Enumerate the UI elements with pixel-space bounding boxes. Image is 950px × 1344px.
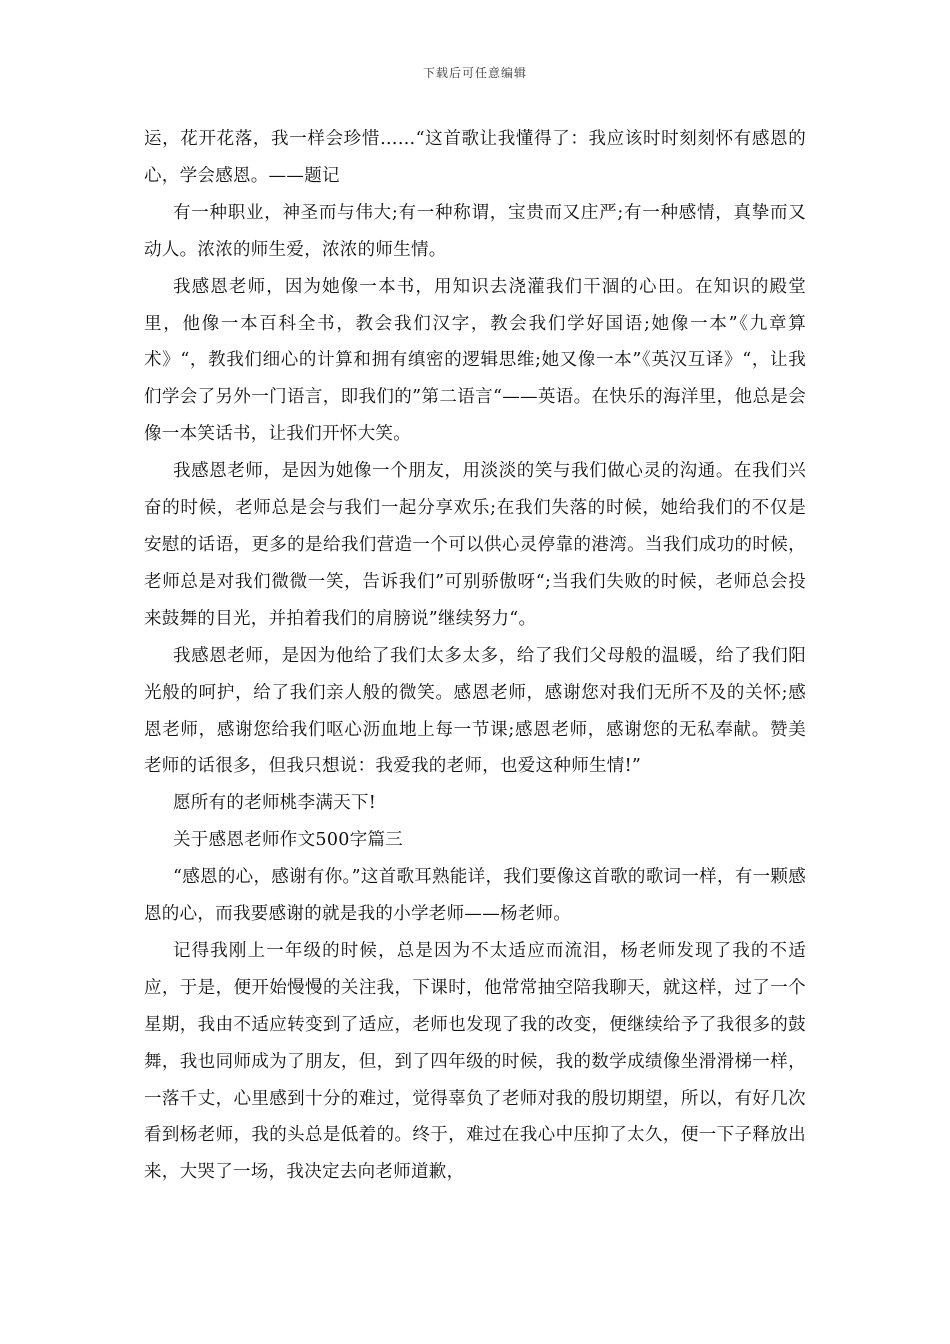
paragraph: 我感恩老师，因为她像一本书，用知识去浇灌我们干涸的心田。在知识的殿堂里，他像一本百科全书，教会我们汉字，教会我们学好国语;她像一本”《九章算术》“，教我们细心的计算和拥有缜密的逻辑思维;她又像一本”《英汉互译》“，让我们学会了另外一门语言，即我们的”第二语言“——英语。在快乐的海洋里，他总是会像一本笑话书，让我们开怀大笑。 <box>144 276 806 445</box>
paragraph: “感恩的心，感谢有你。”这首歌耳熟能详，我们要像这首歌的歌词一样，有一颗感恩的心，而我要感谢的就是我的小学老师——杨老师。 <box>144 867 806 925</box>
paragraph: 记得我刚上一年级的时候，总是因为不太适应而流泪，杨老师发现了我的不适应，于是，便开始慢慢的关注我，下课时，他常常抽空陪我聊天，就这样，过了一个星期，我由不适应转变到了适应，老师也发现了我的改变，便继续给予了我很多的鼓舞，我也同师成为了朋友，但，到了四年级的时候，我的数学成绩像坐滑滑梯一样，一落千丈，心里感到十分的难过，觉得辜负了老师对我的殷切期望，所以，有好几次看到杨老师，我的头总是低着的。终于，难过在我心中压抑了太久，便一下子释放出来，大哭了一场，我决定去向老师道歉， <box>144 940 806 1183</box>
header-note: 下载后可任意编辑 <box>422 66 527 80</box>
paragraph: 运，花开花落，我一样会珍惜……“这首歌让我懂得了：我应该时时刻刻怀有感恩的心，学会感恩。——题记 <box>144 129 806 186</box>
paragraph: 我感恩老师，是因为她像一个朋友，用淡淡的笑与我们做心灵的沟通。在我们兴奋的时候，老师总是会与我们一起分享欢乐;在我们失落的时候，她给我们的不仅是安慰的话语，更多的是给我们营造一个可以供心灵停靠的港湾。当我们成功的时候，老师总是对我们微微一笑，告诉我们”可别骄傲呀“;当我们失败的时候，老师总会投来鼓舞的目光，并拍着我们的肩膀说”继续努力“。 <box>144 461 806 629</box>
document-body <box>144 121 806 1191</box>
paragraph: 有一种职业，神圣而与伟大;有一种称谓，宝贵而又庄严;有一种感情，真挚而又动人。浓浓的师生爱，浓浓的师生情。 <box>144 202 806 260</box>
paragraph: 我感恩老师，是因为他给了我们太多太多，给了我们父母般的温暖，给了我们阳光般的呵护，给了我们亲人般的微笑。感恩老师，感谢您对我们无所不及的关怀;感恩老师，感谢您给我们呕心沥血地上每一节课;感恩老师，感谢您的无私奉献。赞美老师的话很多，但我只想说：我爱我的老师，也爱这种师生情!” <box>144 645 806 777</box>
section-heading: 关于感恩老师作文500字篇三 <box>173 830 404 851</box>
paragraph: 愿所有的老师桃李满天下! <box>173 793 377 814</box>
